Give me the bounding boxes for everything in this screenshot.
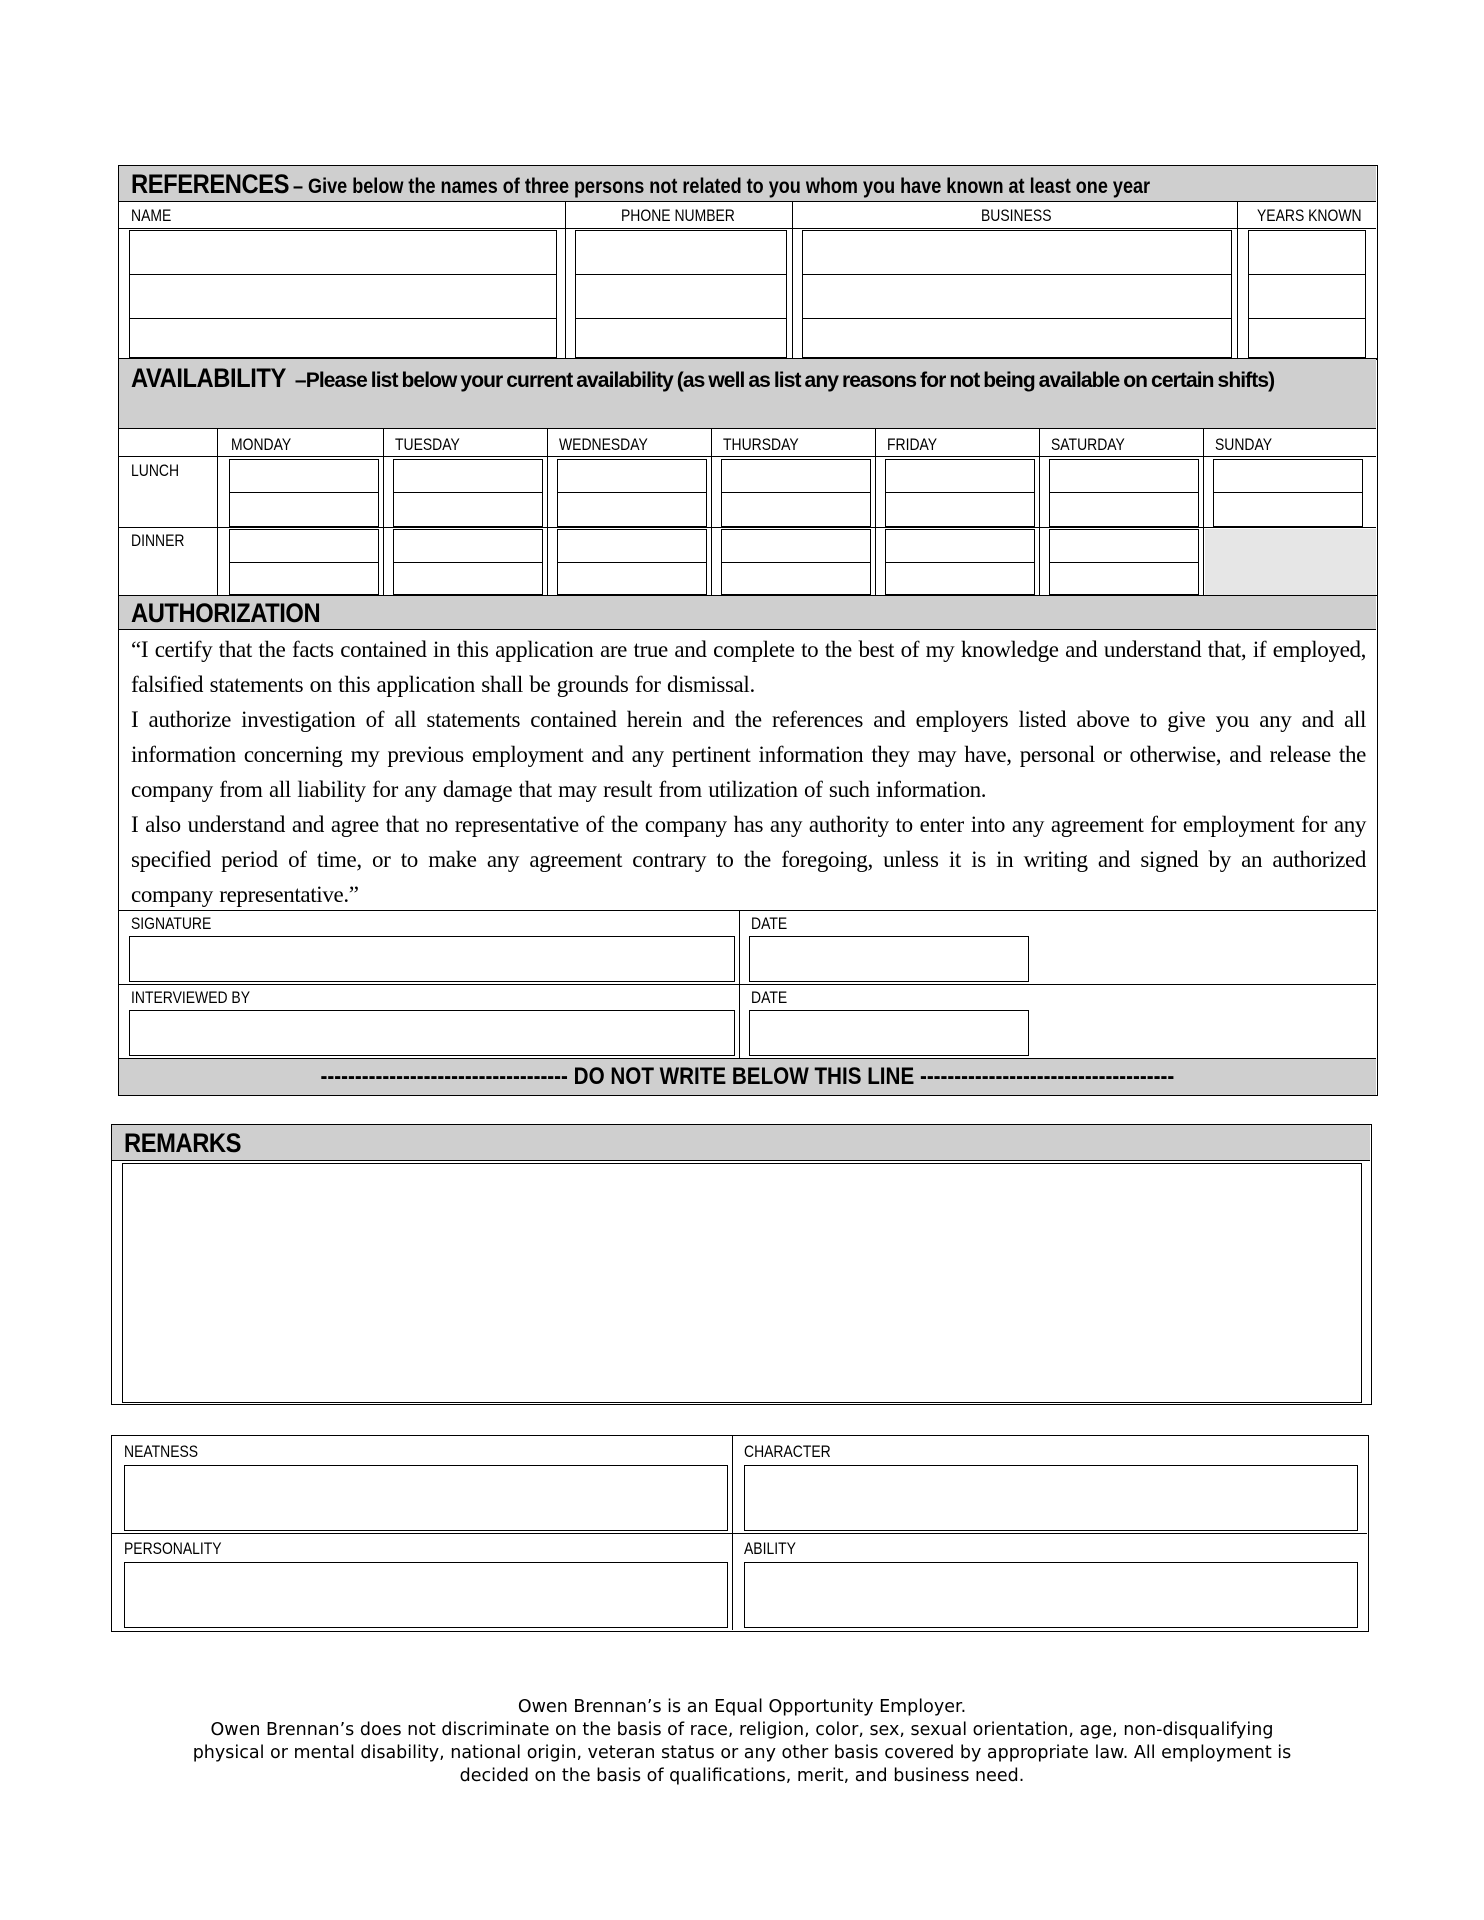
- lunch-thursday-input[interactable]: [721, 459, 871, 527]
- availability-section: [118, 358, 1378, 596]
- remarks-header: [112, 1125, 1370, 1161]
- signature-label: SIGNATURE: [131, 914, 212, 933]
- remarks-input[interactable]: [122, 1163, 1362, 1403]
- reference-1-years-input[interactable]: [1248, 230, 1366, 275]
- authorization-paragraph-1: “I certify that the facts contained in this application are true and complete to the best of my knowledge and understand that, if employed, falsified statements on this application shall be grounds for dismissal.: [131, 637, 1366, 697]
- interview-date-input[interactable]: [749, 1010, 1029, 1056]
- footer-line-2: Owen Brennan’s does not discriminate on the basis of race, religion, color, sex, sexual orientation, age, non-disqualifying: [210, 1720, 1274, 1740]
- personality-label: PERSONALITY: [124, 1539, 222, 1558]
- reference-2-name-input[interactable]: [129, 274, 557, 319]
- remarks-title: REMARKS: [124, 1128, 242, 1158]
- reference-3-name-input[interactable]: [129, 318, 557, 358]
- reference-2-years-input[interactable]: [1248, 274, 1366, 319]
- authorization-paragraph-3: I also understand and agree that no representative of the company has any authority to enter into any agreement for employment for any specified period of time, or to make any agreement contrary to the foregoing, unless it is in writing and signed by an authorized company representative.”: [131, 812, 1366, 907]
- lunch-friday-input[interactable]: [885, 459, 1035, 527]
- footer: [0, 1696, 1484, 1788]
- col-name: NAME: [131, 206, 172, 225]
- reference-3-years-input[interactable]: [1248, 318, 1366, 358]
- references-section: [118, 165, 1378, 360]
- lunch-tuesday-input[interactable]: [393, 459, 543, 527]
- dinner-thursday-input[interactable]: [721, 529, 871, 595]
- day-thursday: THURSDAY: [723, 435, 799, 454]
- remarks-section: [111, 1124, 1372, 1405]
- day-monday: MONDAY: [231, 435, 292, 454]
- day-sunday: SUNDAY: [1215, 435, 1273, 454]
- lunch-wednesday-input[interactable]: [557, 459, 707, 527]
- availability-subtitle: –Please list below your current availability (as well as list any reasons for not being available on certain shifts): [291, 369, 1275, 392]
- footer-line-4: decided on the basis of qualifications, merit, and business need.: [459, 1766, 1025, 1786]
- ability-input[interactable]: [744, 1562, 1358, 1628]
- col-years: YEARS KNOWN: [1257, 206, 1362, 225]
- reference-3-phone-input[interactable]: [575, 318, 787, 358]
- evaluation-section: [111, 1435, 1369, 1632]
- signature-date-input[interactable]: [749, 936, 1029, 982]
- references-header: [119, 166, 1376, 202]
- footer-line-1: Owen Brennan’s is an Equal Opportunity Employer.: [517, 1697, 967, 1717]
- authorization-header: [119, 596, 1376, 630]
- lunch-sunday-input[interactable]: [1213, 459, 1363, 527]
- dinner-wednesday-input[interactable]: [557, 529, 707, 595]
- lunch-saturday-input[interactable]: [1049, 459, 1199, 527]
- col-business: BUSINESS: [981, 206, 1052, 225]
- signature-input[interactable]: [129, 936, 735, 982]
- character-input[interactable]: [744, 1465, 1358, 1531]
- do-not-write-text: ------------------------------------ DO NOT WRITE BELOW THIS LINE -------------------------------------: [320, 1063, 1175, 1090]
- footer-line-3: physical or mental disability, national origin, veteran status or any other basis covered by appropriate law. All employment is: [192, 1743, 1292, 1763]
- day-tuesday: TUESDAY: [395, 435, 460, 454]
- character-label: CHARACTER: [744, 1442, 831, 1461]
- reference-1-business-input[interactable]: [802, 230, 1232, 275]
- date2-label: DATE: [751, 988, 788, 1007]
- dinner-saturday-input[interactable]: [1049, 529, 1199, 595]
- lunch-monday-input[interactable]: [229, 459, 379, 527]
- authorization-paragraph-2: I authorize investigation of all statements contained herein and the references and employers listed above to give you any and all information concerning my previous employment and any pertinent information they may have, personal or otherwise, and release the company from all liability for any damage that may result from utilization of such information.: [131, 707, 1366, 802]
- availability-title: AVAILABILITY: [131, 363, 286, 393]
- row-lunch: LUNCH: [131, 461, 180, 480]
- references-subtitle: – Give below the names of three persons not related to you whom you have known at least one year: [292, 175, 1150, 198]
- row-dinner: DINNER: [131, 531, 185, 550]
- reference-1-name-input[interactable]: [129, 230, 557, 275]
- authorization-title: AUTHORIZATION: [131, 598, 321, 628]
- reference-2-phone-input[interactable]: [575, 274, 787, 319]
- reference-1-phone-input[interactable]: [575, 230, 787, 275]
- reference-3-business-input[interactable]: [802, 318, 1232, 358]
- reference-2-business-input[interactable]: [802, 274, 1232, 319]
- dinner-friday-input[interactable]: [885, 529, 1035, 595]
- col-phone: PHONE NUMBER: [621, 206, 735, 225]
- references-title: REFERENCES: [131, 169, 289, 199]
- dinner-sunday-shaded: [1205, 529, 1376, 595]
- availability-header: [119, 359, 1376, 429]
- interviewed-by-label: INTERVIEWED BY: [131, 988, 251, 1007]
- do-not-write-bar: [119, 1059, 1376, 1095]
- neatness-input[interactable]: [124, 1465, 728, 1531]
- date-label: DATE: [751, 914, 788, 933]
- authorization-text: [131, 632, 1366, 912]
- neatness-label: NEATNESS: [124, 1442, 199, 1461]
- ability-label: ABILITY: [744, 1539, 796, 1558]
- day-wednesday: WEDNESDAY: [559, 435, 648, 454]
- interviewed-by-input[interactable]: [129, 1010, 735, 1056]
- day-friday: FRIDAY: [887, 435, 938, 454]
- dinner-tuesday-input[interactable]: [393, 529, 543, 595]
- authorization-section: [118, 595, 1378, 1096]
- personality-input[interactable]: [124, 1562, 728, 1628]
- dinner-monday-input[interactable]: [229, 529, 379, 595]
- day-saturday: SATURDAY: [1051, 435, 1125, 454]
